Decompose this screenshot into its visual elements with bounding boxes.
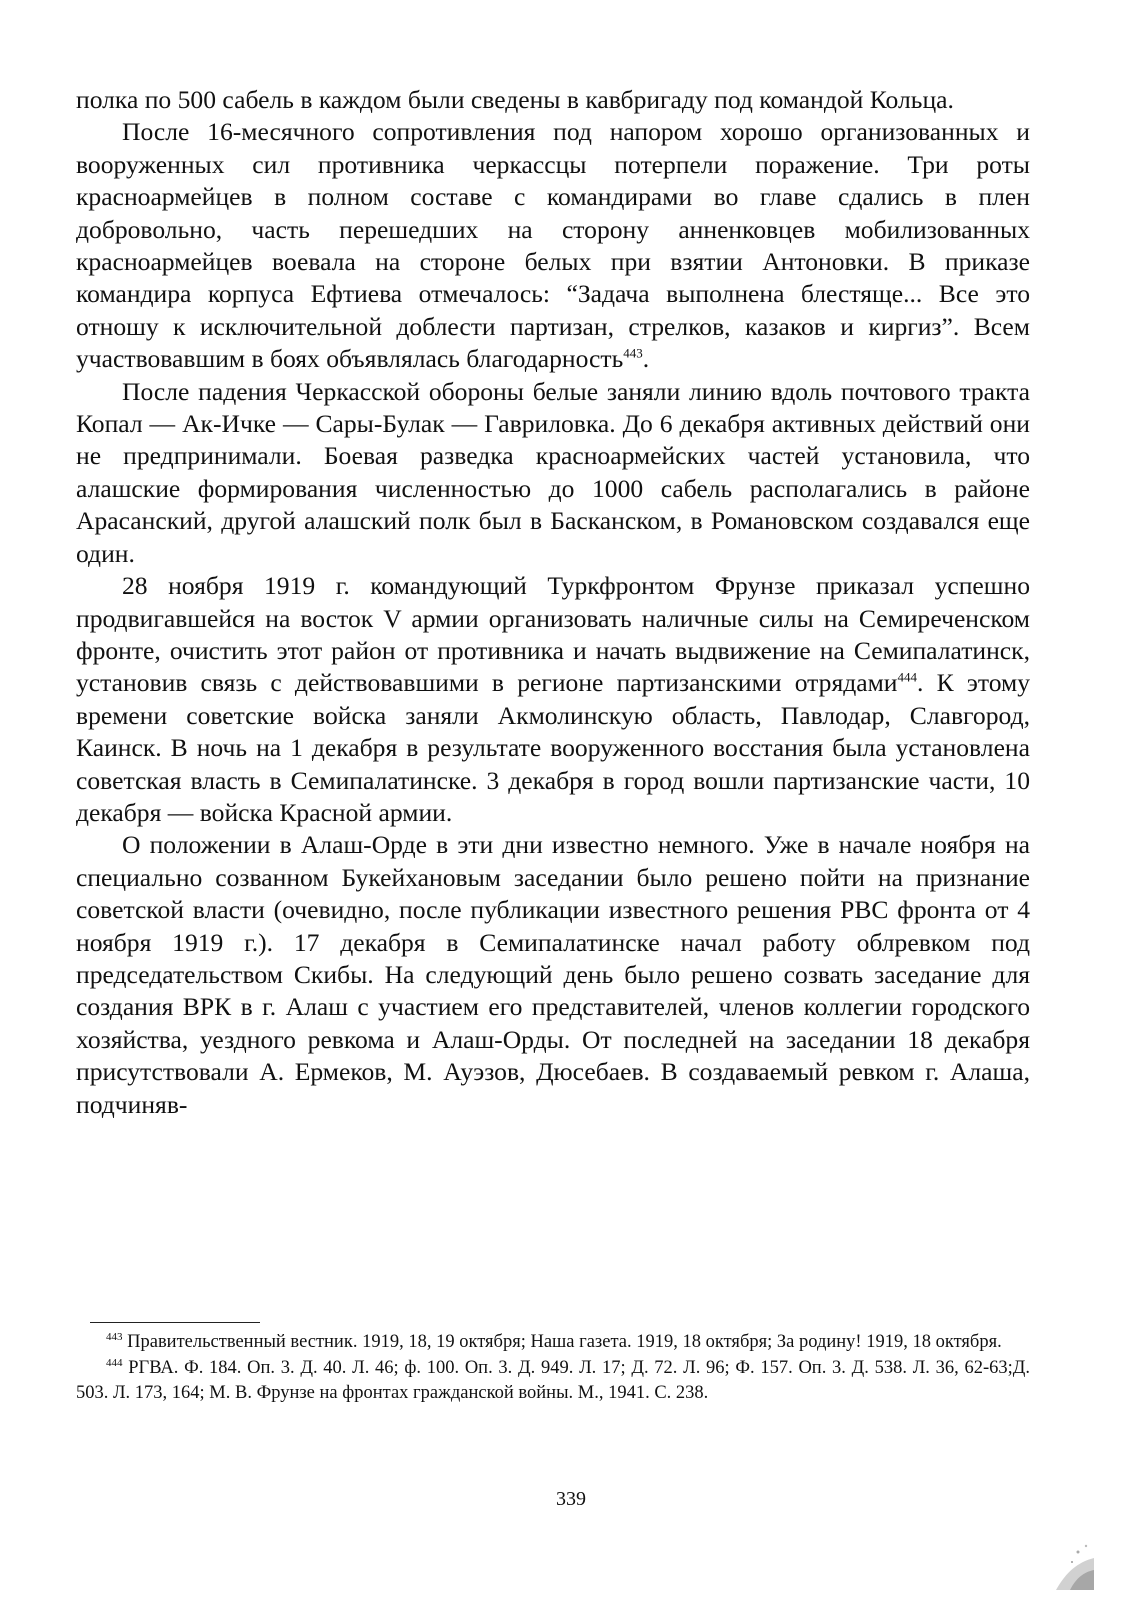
page-number: 339	[556, 1488, 586, 1510]
footnote-443	[76, 1330, 1030, 1356]
footnote-text: РГВА. Ф. 184. Оп. 3. Д. 40. Л. 46; ф. 100. Оп. 3. Д. 949. Л. 17; Д. 72. Л. 96; Ф. 157. Оп. 3. Д. 538. Л. 36, 62-63;Д. 503. Л. 173, 164; М. В. Фрунзе на фронтах гражданской войны. М., 1941. С. 238.	[76, 1357, 1030, 1403]
footnote-444	[76, 1356, 1030, 1407]
paragraph-frunze-order: 28 ноября 1919 г. командующий Туркфронтом Фрунзе приказал успешно продвигавшейся на восток V армии организовать наличные силы на Семиреченском фронте, очистить этот район от противника и начать выдвижение на Семипалатинск, установив связь с действовавшими в регионе партизанскими отрядами$^{444}$. К этому времени советские войска заняли Акмолинскую область, Павлодар, Славгород, Каинск. В ночь на 1 декабря в результате вооруженного восстания была установлена советская власть в Семипалатинске. 3 декабря в город вошли партизанские части, 10 декабря — войска Красной армии.	[76, 571, 1030, 827]
paragraph-front-line: После падения Черкасской обороны белые заняли линию вдоль почтового тракта Копал — Ак-Ичке — Сары-Булак — Гавриловка. До 6 декабря активных действий они не предпринимали. Боевая разведка красноармейских частей установила, что алашские формирования численностью до 1000 сабель располагались в районе Арасанский, другой алашский полк был в Басканском, в Романовском создавался еще один.	[76, 376, 1030, 568]
scan-artifact	[1026, 1532, 1096, 1592]
paragraph-defeat: После 16-месячного сопротивления под напором хорошо организованных и вооруженных сил противника черкассцы потерпели поражение. Три роты красноармейцев в полном составе с командирами во главе сдались в плен добровольно, часть перешедших на сторону анненковцев мобилизованных красноармейцев воевала на стороне белых при взятии Антоновки. В приказе командира корпуса Ефтиева отмечалось: “Задача выполнена блестяще... Все это отношу к исключительной доблести партизан, стрелков, казаков и киргиз”. Всем участвовавшим в боях объявлялась благодарность$^{443}$.	[76, 117, 1030, 374]
footnote-divider	[90, 1322, 260, 1323]
footnote-ref-444[interactable]: 444	[897, 669, 918, 685]
footnotes	[76, 1330, 1030, 1407]
footnote-number: 443	[106, 1330, 123, 1343]
footnote-ref-443[interactable]: 443	[623, 345, 643, 361]
paragraph-continuation: полка по 500 сабель в каждом были сведены в кавбригаду под командой Кольца.	[76, 85, 954, 114]
main-text	[76, 84, 1030, 1121]
footnote-text: Правительственный вестник. 1919, 18, 19 октября; Наша газета. 1919, 18 октября; За родину! 1919, 18 октября.	[122, 1332, 1002, 1352]
footnote-number: 444	[106, 1356, 123, 1369]
paragraph-alash-orda: О положении в Алаш-Орде в эти дни известно немного. Уже в начале ноября на специально созванном Букейхановым заседании было решено пойти на признание советской власти (очевидно, после публикации известного решения РВС фронта от 4 ноября 1919 г.). 17 декабря в Семипалатинске начал работу облревком под председательством Скибы. На следующий день было решено созвать заседание для создания ВРК в г. Алаш с участием его представителей, членов коллегии городского хозяйства, уездного ревкома и Алаш-Орды. От последней на заседании 18 декабря присутствовали А. Ермеков, М. Ауэзов, Дюсебаев. В создаваемый ревком г. Алаша, подчиняв-	[76, 830, 1030, 1119]
